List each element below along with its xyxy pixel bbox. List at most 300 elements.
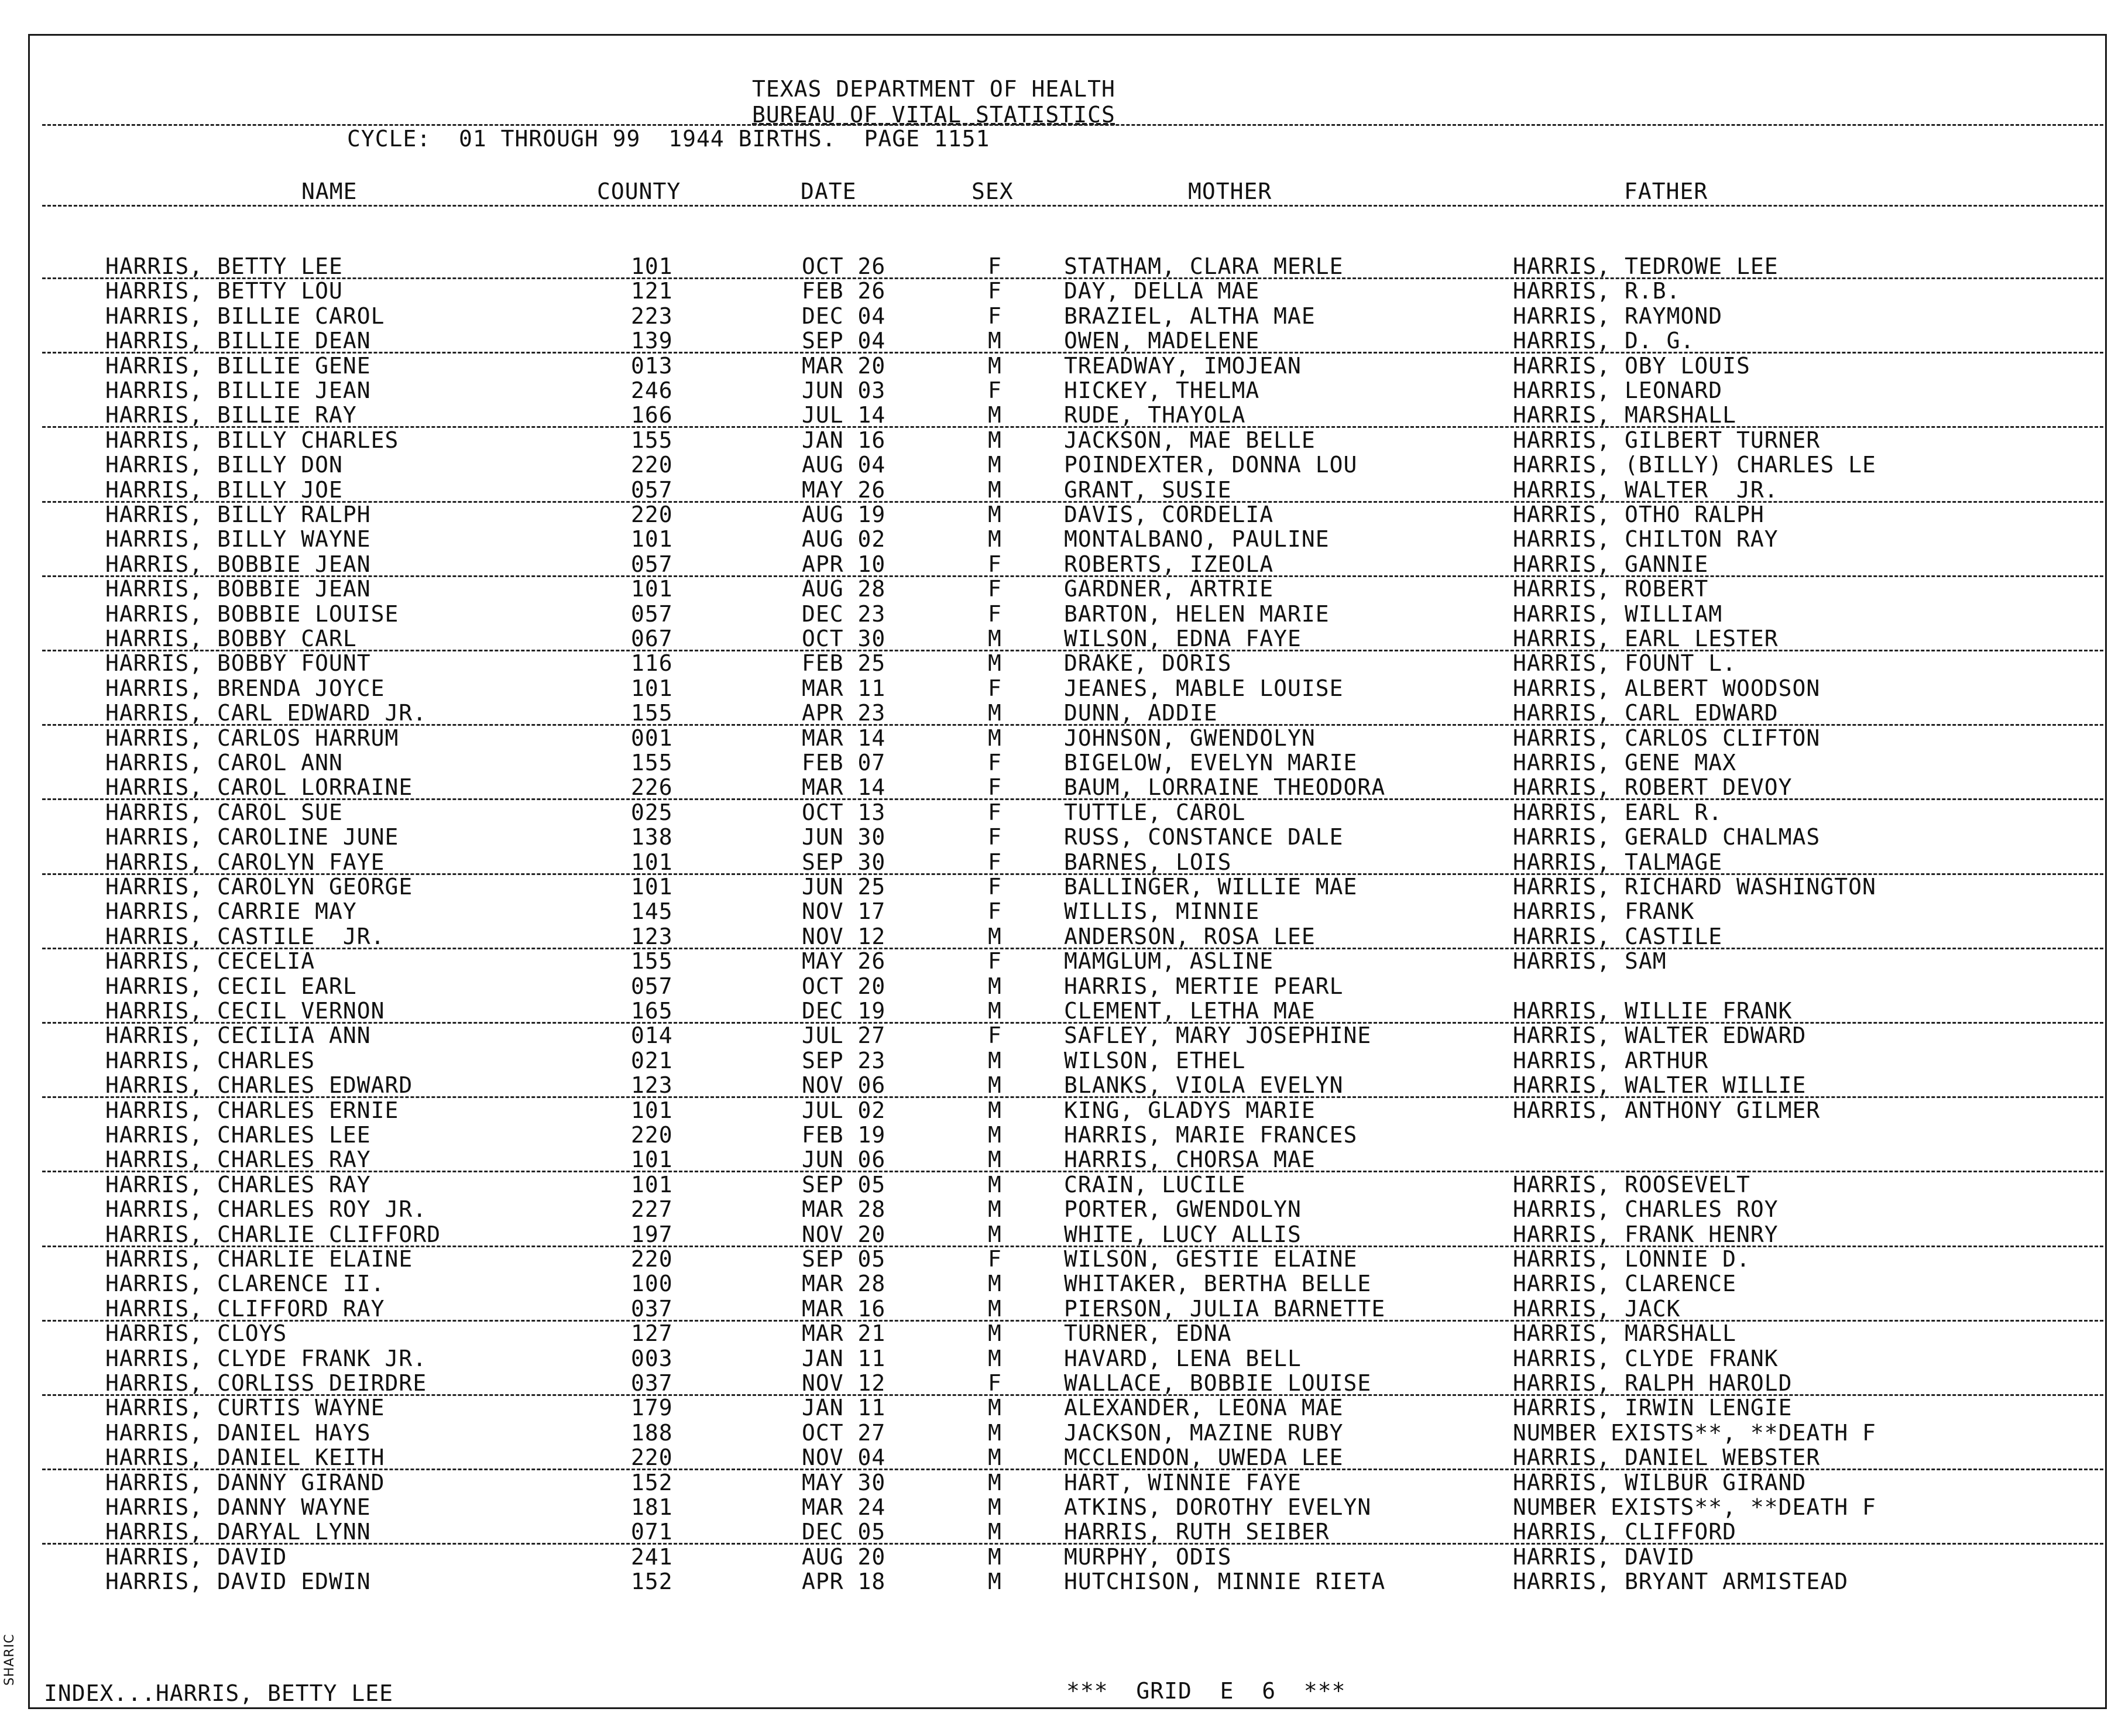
cell-sex: M — [988, 1072, 1002, 1099]
cell-sex: M — [988, 1569, 1002, 1595]
cell-date: MAY 30 — [802, 1469, 886, 1495]
cell-name: HARRIS, BILLIE GENE — [105, 352, 371, 379]
table-row — [0, 304, 2125, 328]
cell-county: 057 — [631, 601, 673, 627]
table-row — [0, 899, 2125, 924]
cell-sex: F — [988, 1246, 1002, 1272]
table-row — [0, 999, 2125, 1023]
cell-county: 067 — [631, 626, 673, 651]
cell-date: JUL 14 — [802, 402, 886, 428]
cell-county: 021 — [631, 1047, 673, 1073]
cell-county: 101 — [631, 1097, 673, 1123]
cell-date: JUN 25 — [802, 874, 886, 900]
cell-county: 003 — [631, 1345, 673, 1371]
cell-sex: F — [988, 278, 1002, 304]
cell-sex: M — [988, 1395, 1002, 1421]
cell-mother: JEANES, MABLE LOUISE — [1064, 675, 1344, 701]
cell-father: HARRIS, WILLIE FRANK — [1513, 998, 1793, 1024]
cell-county: 101 — [631, 1147, 673, 1173]
cell-father: HARRIS, GERALD CHALMAS — [1513, 824, 1821, 850]
cell-sex: F — [988, 824, 1002, 850]
cell-sex: M — [988, 476, 1002, 503]
cell-date: MAR 14 — [802, 725, 886, 751]
column-header-date: DATE — [801, 179, 857, 204]
table-row — [0, 775, 2125, 800]
cell-name: HARRIS, BOBBY CARL — [105, 626, 357, 651]
cell-name: HARRIS, BILLY RALPH — [105, 502, 371, 527]
table-row — [0, 974, 2125, 999]
cell-father: HARRIS, ROBERT — [1513, 576, 1709, 602]
cell-father: HARRIS, CLARENCE — [1513, 1271, 1737, 1297]
cell-date: OCT 27 — [802, 1419, 886, 1446]
cell-mother: RUSS, CONSTANCE DALE — [1064, 824, 1344, 850]
table-row — [0, 577, 2125, 601]
cell-mother: HUTCHISON, MINNIE RIETA — [1064, 1569, 1386, 1595]
table-row — [0, 527, 2125, 551]
cell-mother: MONTALBANO, PAULINE — [1064, 526, 1330, 553]
cell-name: HARRIS, CAROLYN FAYE — [105, 849, 385, 875]
cell-date: AUG 20 — [802, 1543, 886, 1570]
cell-mother: POINDEXTER, DONNA LOU — [1064, 452, 1358, 478]
cell-mother: MURPHY, ODIS — [1064, 1543, 1232, 1570]
cell-county: 220 — [631, 1246, 673, 1272]
table-row — [0, 1271, 2125, 1296]
cell-father: NUMBER EXISTS**, **DEATH F — [1513, 1419, 1876, 1446]
cell-father: HARRIS, OTHO RALPH — [1513, 502, 1764, 527]
cell-mother: BIGELOW, EVELYN MARIE — [1064, 750, 1358, 776]
column-header-name: NAME — [301, 179, 358, 204]
cell-date: DEC 04 — [802, 303, 886, 329]
table-row — [0, 626, 2125, 651]
cell-date: NOV 17 — [802, 898, 886, 925]
table-row — [0, 378, 2125, 403]
cell-name: HARRIS, BILLIE JEAN — [105, 378, 371, 403]
cell-mother: CLEMENT, LETHA MAE — [1064, 998, 1316, 1024]
cell-name: HARRIS, BILLIE CAROL — [105, 303, 385, 329]
cell-father: HARRIS, LEONARD — [1513, 378, 1723, 403]
cell-father: HARRIS, RICHARD WASHINGTON — [1513, 874, 1876, 900]
cell-sex: F — [988, 898, 1002, 925]
cell-name: HARRIS, CECIL EARL — [105, 973, 357, 999]
cell-mother: RUDE, THAYOLA — [1064, 402, 1246, 428]
cell-father: HARRIS, (BILLY) CHARLES LE — [1513, 452, 1876, 478]
cell-county: 116 — [631, 650, 673, 677]
column-header-sex: SEX — [971, 179, 1014, 204]
cell-county: 220 — [631, 452, 673, 478]
cell-mother: DRAKE, DORIS — [1064, 650, 1232, 677]
header-agency: TEXAS DEPARTMENT OF HEALTH — [752, 76, 1115, 102]
cell-father: HARRIS, CLYDE FRANK — [1513, 1345, 1779, 1371]
cell-county: 181 — [631, 1494, 673, 1520]
cell-county: 037 — [631, 1295, 673, 1322]
cell-name: HARRIS, CLOYS — [105, 1320, 287, 1347]
cell-mother: JACKSON, MAE BELLE — [1064, 427, 1316, 453]
cell-county: 101 — [631, 526, 673, 553]
cell-father: HARRIS, OBY LOUIS — [1513, 352, 1750, 379]
cell-name: HARRIS, CAROL SUE — [105, 799, 343, 825]
cell-date: FEB 25 — [802, 650, 886, 677]
cell-sex: M — [988, 1543, 1002, 1570]
cell-father: HARRIS, D. G. — [1513, 328, 1695, 354]
cell-county: 101 — [631, 576, 673, 602]
cell-county: 100 — [631, 1271, 673, 1297]
cell-father: HARRIS, R.B. — [1513, 278, 1681, 304]
cell-date: APR 23 — [802, 700, 886, 726]
table-row — [0, 1048, 2125, 1073]
cell-date: SEP 05 — [802, 1246, 886, 1272]
cell-mother: MAMGLUM, ASLINE — [1064, 948, 1274, 975]
table-row — [0, 1098, 2125, 1123]
cell-mother: CRAIN, LUCILE — [1064, 1171, 1246, 1198]
cell-father: HARRIS, FRANK HENRY — [1513, 1221, 1779, 1247]
cell-mother: STATHAM, CLARA MERLE — [1064, 253, 1344, 279]
cell-sex: M — [988, 526, 1002, 553]
cell-county: 013 — [631, 352, 673, 379]
cell-father: HARRIS, RALPH HAROLD — [1513, 1370, 1793, 1396]
cell-date: MAR 28 — [802, 1196, 886, 1223]
cell-mother: BARNES, LOIS — [1064, 849, 1232, 875]
table-row — [0, 1470, 2125, 1495]
cell-father: HARRIS, TEDROWE LEE — [1513, 253, 1779, 279]
cell-father: HARRIS, DAVID — [1513, 1543, 1695, 1570]
cell-father: HARRIS, DANIEL WEBSTER — [1513, 1445, 1821, 1471]
cell-name: HARRIS, BOBBY FOUNT — [105, 650, 371, 677]
cell-sex: M — [988, 1122, 1002, 1148]
cell-mother: BLANKS, VIOLA EVELYN — [1064, 1072, 1344, 1099]
cell-name: HARRIS, BRENDA JOYCE — [105, 675, 385, 701]
cell-mother: OWEN, MADELENE — [1064, 328, 1260, 354]
cell-name: HARRIS, BILLY DON — [105, 452, 343, 478]
cell-sex: M — [988, 650, 1002, 677]
cell-name: HARRIS, CECILIA ANN — [105, 1023, 371, 1049]
cell-mother: WILLIS, MINNIE — [1064, 898, 1260, 925]
table-row — [0, 354, 2125, 378]
cell-mother: DUNN, ADDIE — [1064, 700, 1218, 726]
cell-date: MAR 16 — [802, 1295, 886, 1322]
cell-name: HARRIS, DARYAL LYNN — [105, 1519, 371, 1545]
cell-sex: F — [988, 1370, 1002, 1396]
cell-county: 155 — [631, 700, 673, 726]
cell-date: AUG 19 — [802, 502, 886, 527]
cell-name: HARRIS, CLIFFORD RAY — [105, 1295, 385, 1322]
cell-father: HARRIS, GENE MAX — [1513, 750, 1737, 776]
cell-mother: SAFLEY, MARY JOSEPHINE — [1064, 1023, 1372, 1049]
cell-sex: M — [988, 1320, 1002, 1347]
cell-county: 220 — [631, 502, 673, 527]
cell-mother: HART, WINNIE FAYE — [1064, 1469, 1302, 1495]
table-row — [0, 1569, 2125, 1594]
cell-father: HARRIS, MARSHALL — [1513, 1320, 1737, 1347]
cell-sex: M — [988, 1419, 1002, 1446]
cell-county: 227 — [631, 1196, 673, 1223]
cell-sex: M — [988, 402, 1002, 428]
cell-sex: F — [988, 1023, 1002, 1049]
cell-name: HARRIS, DANIEL KEITH — [105, 1445, 385, 1471]
cell-date: OCT 13 — [802, 799, 886, 825]
table-row — [0, 478, 2125, 502]
cell-sex: M — [988, 1519, 1002, 1545]
cell-date: SEP 05 — [802, 1171, 886, 1198]
cell-mother: WHITAKER, BERTHA BELLE — [1064, 1271, 1372, 1297]
cell-mother: BRAZIEL, ALTHA MAE — [1064, 303, 1316, 329]
cell-date: MAY 26 — [802, 476, 886, 503]
cell-date: OCT 26 — [802, 253, 886, 279]
table-row — [0, 1346, 2125, 1371]
cell-date: JAN 11 — [802, 1345, 886, 1371]
table-row — [0, 825, 2125, 849]
cell-county: 188 — [631, 1419, 673, 1446]
cell-mother: BAUM, LORRAINE THEODORA — [1064, 774, 1386, 801]
cell-county: 166 — [631, 402, 673, 428]
table-row — [0, 1073, 2125, 1097]
table-row — [0, 1172, 2125, 1197]
cell-father: HARRIS, CASTILE — [1513, 923, 1723, 949]
cell-father: HARRIS, EARL LESTER — [1513, 626, 1779, 651]
cell-name: HARRIS, CHARLES ROY JR. — [105, 1196, 427, 1223]
cell-name: HARRIS, BETTY LOU — [105, 278, 343, 304]
cell-father: HARRIS, MARSHALL — [1513, 402, 1737, 428]
cell-father: HARRIS, RAYMOND — [1513, 303, 1723, 329]
cell-father: HARRIS, ARTHUR — [1513, 1047, 1709, 1073]
cell-name: HARRIS, CHARLES — [105, 1047, 315, 1073]
cell-date: NOV 06 — [802, 1072, 886, 1099]
cell-county: 123 — [631, 1072, 673, 1099]
cell-mother: HARRIS, MERTIE PEARL — [1064, 973, 1344, 999]
table-row — [0, 800, 2125, 825]
cell-father: HARRIS, BRYANT ARMISTEAD — [1513, 1569, 1849, 1595]
cell-sex: F — [988, 576, 1002, 602]
cell-date: AUG 02 — [802, 526, 886, 553]
cell-name: HARRIS, DAVID EDWIN — [105, 1569, 371, 1595]
cell-mother: HARRIS, CHORSA MAE — [1064, 1147, 1316, 1173]
cell-date: DEC 23 — [802, 601, 886, 627]
cell-mother: ANDERSON, ROSA LEE — [1064, 923, 1316, 949]
table-row — [0, 750, 2125, 775]
table-row — [0, 850, 2125, 874]
cell-mother: HARRIS, RUTH SEIBER — [1064, 1519, 1330, 1545]
table-row — [0, 452, 2125, 477]
cell-date: MAR 11 — [802, 675, 886, 701]
cell-date: MAR 14 — [802, 774, 886, 801]
cell-date: JUL 27 — [802, 1023, 886, 1049]
cell-father: HARRIS, WALTER WILLIE — [1513, 1072, 1807, 1099]
header-bureau: BUREAU OF VITAL STATISTICS — [752, 102, 1115, 128]
cell-sex: F — [988, 675, 1002, 701]
cell-sex: M — [988, 1271, 1002, 1297]
table-row — [0, 279, 2125, 303]
cell-date: MAY 26 — [802, 948, 886, 975]
cell-father: HARRIS, LONNIE D. — [1513, 1246, 1750, 1272]
cell-county: 057 — [631, 973, 673, 999]
cell-date: JUN 30 — [802, 824, 886, 850]
cell-sex: F — [988, 874, 1002, 900]
cell-father: HARRIS, GANNIE — [1513, 551, 1709, 577]
table-row — [0, 403, 2125, 427]
cell-sex: F — [988, 849, 1002, 875]
cell-sex: M — [988, 1295, 1002, 1322]
cell-county: 123 — [631, 923, 673, 949]
cell-mother: GRANT, SUSIE — [1064, 476, 1232, 503]
table-row — [0, 254, 2125, 279]
table-row — [0, 1296, 2125, 1321]
table-row — [0, 1321, 2125, 1346]
cell-name: HARRIS, CASTILE JR. — [105, 923, 385, 949]
table-row — [0, 676, 2125, 701]
cell-father: HARRIS, CHILTON RAY — [1513, 526, 1779, 553]
cell-date: JAN 16 — [802, 427, 886, 453]
cell-date: NOV 20 — [802, 1221, 886, 1247]
cell-date: NOV 12 — [802, 1370, 886, 1396]
cell-father: HARRIS, ANTHONY GILMER — [1513, 1097, 1821, 1123]
cell-date: NOV 04 — [802, 1445, 886, 1471]
cell-name: HARRIS, CECELIA — [105, 948, 315, 975]
cell-mother: WILSON, ETHEL — [1064, 1047, 1246, 1073]
cell-county: 145 — [631, 898, 673, 925]
cell-mother: WHITE, LUCY ALLIS — [1064, 1221, 1302, 1247]
cell-name: HARRIS, CLARENCE II. — [105, 1271, 385, 1297]
cell-date: JUN 03 — [802, 378, 886, 403]
column-header-county: COUNTY — [597, 179, 681, 204]
cell-date: SEP 04 — [802, 328, 886, 354]
cell-name: HARRIS, CAROLINE JUNE — [105, 824, 399, 850]
cell-mother: BALLINGER, WILLIE MAE — [1064, 874, 1358, 900]
cell-mother: JACKSON, MAZINE RUBY — [1064, 1419, 1344, 1446]
cell-county: 246 — [631, 378, 673, 403]
cell-county: 057 — [631, 551, 673, 577]
cell-county: 220 — [631, 1122, 673, 1148]
cell-date: JAN 11 — [802, 1395, 886, 1421]
table-row — [0, 874, 2125, 899]
cell-sex: M — [988, 1345, 1002, 1371]
cell-mother: MCCLENDON, UWEDA LEE — [1064, 1445, 1344, 1471]
cell-sex: M — [988, 923, 1002, 949]
cell-mother: HAVARD, LENA BELL — [1064, 1345, 1302, 1371]
cell-county: 139 — [631, 328, 673, 354]
cell-name: HARRIS, DANIEL HAYS — [105, 1419, 371, 1446]
cell-mother: ALEXANDER, LEONA MAE — [1064, 1395, 1344, 1421]
cell-sex: M — [988, 1445, 1002, 1471]
cell-mother: JOHNSON, GWENDOLYN — [1064, 725, 1316, 751]
cell-mother: KING, GLADYS MARIE — [1064, 1097, 1316, 1123]
cell-county: 037 — [631, 1370, 673, 1396]
cell-sex: M — [988, 1147, 1002, 1173]
cell-county: 025 — [631, 799, 673, 825]
cell-name: HARRIS, CLYDE FRANK JR. — [105, 1345, 427, 1371]
cell-sex: M — [988, 452, 1002, 478]
cell-county: 101 — [631, 874, 673, 900]
cell-date: FEB 19 — [802, 1122, 886, 1148]
cell-name: HARRIS, CHARLIE ELAINE — [105, 1246, 413, 1272]
cell-date: DEC 05 — [802, 1519, 886, 1545]
table-row — [0, 949, 2125, 973]
table-row — [0, 1222, 2125, 1247]
table-row — [0, 428, 2125, 452]
cell-name: HARRIS, BOBBIE JEAN — [105, 576, 371, 602]
cell-date: MAR 24 — [802, 1494, 886, 1520]
cell-county: 155 — [631, 750, 673, 776]
cell-name: HARRIS, BILLY CHARLES — [105, 427, 399, 453]
cell-sex: M — [988, 1494, 1002, 1520]
cell-sex: M — [988, 973, 1002, 999]
cell-father: HARRIS, CARL EDWARD — [1513, 700, 1779, 726]
cell-date: MAR 21 — [802, 1320, 886, 1347]
cell-sex: F — [988, 601, 1002, 627]
cell-name: HARRIS, CAROL LORRAINE — [105, 774, 413, 801]
cell-mother: PIERSON, JULIA BARNETTE — [1064, 1295, 1386, 1322]
table-row — [0, 1197, 2125, 1222]
cell-mother: ROBERTS, IZEOLA — [1064, 551, 1274, 577]
cell-father: HARRIS, GILBERT TURNER — [1513, 427, 1821, 453]
cell-mother: DAVIS, CORDELIA — [1064, 502, 1274, 527]
cell-sex: M — [988, 1097, 1002, 1123]
cell-father: HARRIS, FOUNT L. — [1513, 650, 1737, 677]
cell-name: HARRIS, BILLIE RAY — [105, 402, 357, 428]
cell-date: OCT 30 — [802, 626, 886, 651]
cell-mother: ATKINS, DOROTHY EVELYN — [1064, 1494, 1372, 1520]
cell-father: HARRIS, CARLOS CLIFTON — [1513, 725, 1821, 751]
cell-sex: F — [988, 774, 1002, 801]
cell-sex: M — [988, 1469, 1002, 1495]
cell-mother: BARTON, HELEN MARIE — [1064, 601, 1330, 627]
cell-sex: M — [988, 427, 1002, 453]
cell-county: 226 — [631, 774, 673, 801]
table-row — [0, 1421, 2125, 1445]
cell-county: 223 — [631, 303, 673, 329]
cell-name: HARRIS, BETTY LEE — [105, 253, 343, 279]
cell-county: 152 — [631, 1469, 673, 1495]
cell-mother: WILSON, EDNA FAYE — [1064, 626, 1302, 651]
table-row — [0, 1545, 2125, 1569]
cell-sex: F — [988, 948, 1002, 975]
table-row — [0, 701, 2125, 725]
cell-name: HARRIS, CHARLES RAY — [105, 1147, 371, 1173]
cell-father: HARRIS, WALTER EDWARD — [1513, 1023, 1807, 1049]
table-row — [0, 1495, 2125, 1519]
cell-father: NUMBER EXISTS**, **DEATH F — [1513, 1494, 1876, 1520]
cell-county: 057 — [631, 476, 673, 503]
cell-mother: HICKEY, THELMA — [1064, 378, 1260, 403]
table-row — [0, 1147, 2125, 1172]
cell-county: 241 — [631, 1543, 673, 1570]
cell-name: HARRIS, CAROL ANN — [105, 750, 343, 776]
cell-date: FEB 26 — [802, 278, 886, 304]
cell-county: 101 — [631, 849, 673, 875]
cell-name: HARRIS, BILLY WAYNE — [105, 526, 371, 553]
cell-mother: DAY, DELLA MAE — [1064, 278, 1260, 304]
cell-name: HARRIS, DANNY GIRAND — [105, 1469, 385, 1495]
cell-date: OCT 20 — [802, 973, 886, 999]
cell-county: 197 — [631, 1221, 673, 1247]
cell-sex: F — [988, 750, 1002, 776]
footer-grid: *** GRID E 6 *** — [1066, 1678, 1346, 1704]
cell-sex: F — [988, 303, 1002, 329]
cell-mother: TUTTLE, CAROL — [1064, 799, 1246, 825]
cell-name: HARRIS, BILLY JOE — [105, 476, 343, 503]
cell-name: HARRIS, CHARLES RAY — [105, 1171, 371, 1198]
cell-name: HARRIS, CARRIE MAY — [105, 898, 357, 925]
cell-county: 014 — [631, 1023, 673, 1049]
cell-name: HARRIS, DANNY WAYNE — [105, 1494, 371, 1520]
cell-father: HARRIS, WILBUR GIRAND — [1513, 1469, 1807, 1495]
cell-county: 220 — [631, 1445, 673, 1471]
cell-name: HARRIS, CARL EDWARD JR. — [105, 700, 427, 726]
table-row — [0, 1247, 2125, 1271]
cell-name: HARRIS, CECIL VERNON — [105, 998, 385, 1024]
cell-sex: F — [988, 253, 1002, 279]
cell-father: HARRIS, JACK — [1513, 1295, 1681, 1322]
table-row — [0, 924, 2125, 949]
cell-sex: F — [988, 378, 1002, 403]
